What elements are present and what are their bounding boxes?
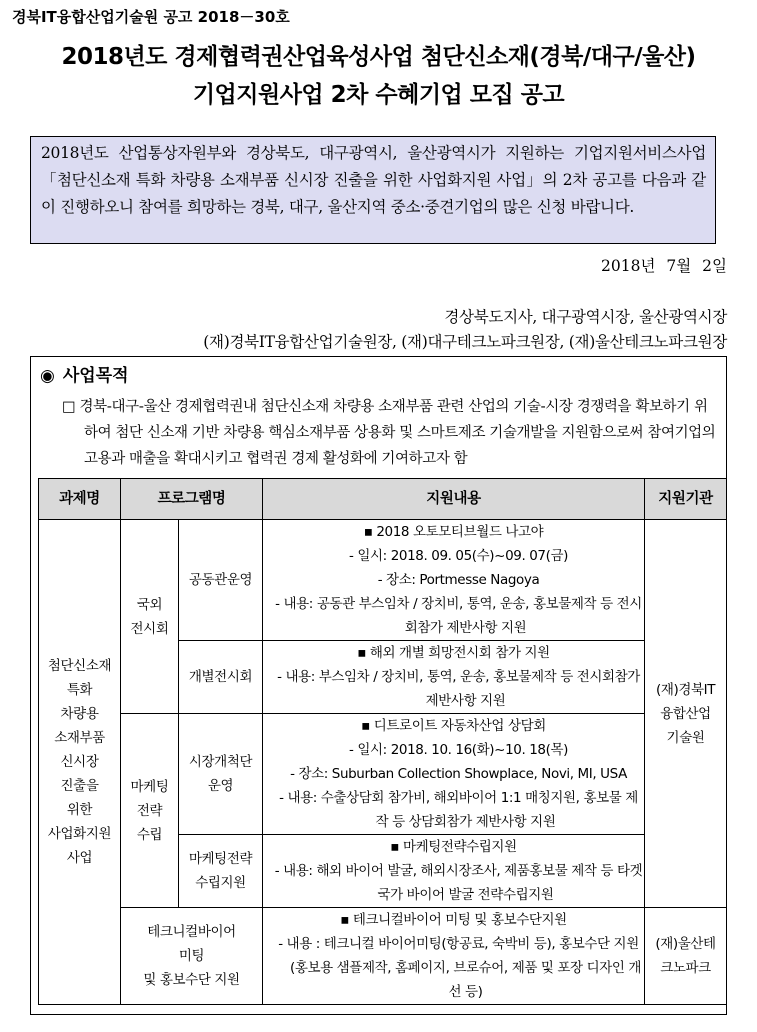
section-heading: [40, 361, 129, 386]
cell-line: 전략: [136, 802, 163, 819]
cell-line: 전시회: [130, 620, 169, 637]
cell-line: (재)울산테: [655, 936, 716, 952]
content-cell: [263, 714, 645, 835]
cell-line: 미팅: [178, 948, 205, 964]
cell-line: 사업화지원: [47, 826, 112, 842]
agency-gyeongbuk-cell: [645, 520, 727, 908]
content-cell: [263, 908, 645, 1005]
section-heading-text: 사업목적: [62, 366, 129, 386]
cell-line: 수립지원: [195, 875, 246, 891]
content-title: ▪ 해외 개별 희망전시회 참가 지원: [357, 645, 550, 661]
content-item: - 내용 : 테크니컬 바이어미팅(항공료, 숙박비 등), 홍보수단 지원(홍보용 샘플제작, 홈페이지, 브로슈어, 제품 및 포장 디자인 개선 등): [278, 936, 642, 1000]
cell-line: 테크니컬바이어: [147, 924, 236, 940]
header-task: 과제명: [39, 479, 121, 520]
table-row: [39, 520, 727, 641]
cell-line: 소재부품: [54, 730, 105, 746]
content-title: ▪ 마케팅전략수립지원: [390, 839, 517, 855]
cell-line: 차량용: [60, 706, 99, 722]
content-item: - 내용: 부스임차 / 장치비, 통역, 운송, 홍보물제작 등 전시회참가 제반사항 지원: [277, 669, 640, 709]
notice-number: 경북IT융합산업기술원 공고 2018－30호: [12, 8, 290, 26]
program-cell: [179, 835, 263, 908]
cell-line: 수립: [136, 826, 163, 843]
notice-date: 2018년 7월 2일: [601, 257, 727, 275]
table-row: [39, 714, 727, 835]
purpose-text: □ 경북-대구-울산 경제협력권내 첨단신소재 차량용 소재부품 관련 산업의 기술-시장 경쟁력을 확보하기 위하여 첨단 신소재 기반 차량용 핵심소재부품 상용화 및 스마트제조 기술개발을 지원함으로써 참여기업의 고용과 매출을 확대시키고 협력권 경제 활성화에 기여하고자 함: [62, 399, 716, 467]
cell-line: 크노파크: [660, 960, 711, 976]
cell-line: 국외: [136, 596, 163, 613]
content-item: - 내용: 수출상담회 참가비, 해외바이어 1:1 매칭지원, 홍보물 제작 등 상담회참가 제반사항 지원: [279, 790, 638, 830]
cell-line: 기술원: [666, 729, 705, 746]
group-marketing-cell: [121, 714, 179, 908]
cell-line: 사업: [66, 850, 93, 866]
content-item: - 일시: 2018. 09. 05(수)~09. 07(금): [349, 548, 568, 564]
signatories-line1: 경상북도지사, 대구광역시장, 울산광역시장: [444, 308, 727, 326]
content-item: - 장소: Suburban Collection Showplace, Novi, MI, USA: [290, 766, 627, 782]
page-title-line1: 2018년도 경제협력권산업육성사업 첨단신소재(경북/대구/울산): [61, 44, 696, 70]
cell-line: 및 홍보수단 지원: [143, 972, 240, 988]
group-overseas-cell: [121, 520, 179, 714]
cell-line: 공동관운영: [188, 572, 253, 588]
content-item: - 내용: 해외 바이어 발굴, 해외시장조사, 제품홍보물 제작 등 타겟국가 바이어 발굴 전략수립지원: [274, 863, 643, 903]
cell-line: (재)경북IT: [655, 681, 716, 698]
page-title-line2: 기업지원사업 2차 수혜기업 모집 공고: [192, 82, 565, 108]
cell-line: 마케팅: [130, 778, 169, 795]
program-table: [38, 478, 727, 1005]
cell-line: 운영: [207, 778, 234, 794]
content-title: ▪ 디트로이트 자동차산업 상담회: [361, 718, 546, 734]
cell-line: 신시장: [60, 754, 99, 770]
content-title: ▪ 테크니컬바이어 미팅 및 홍보수단지원: [340, 912, 567, 928]
program-cell: [179, 714, 263, 835]
header-program: 프로그램명: [121, 479, 263, 520]
cell-line: 개별전시회: [188, 669, 253, 685]
cell-line: 진출을: [60, 778, 99, 794]
task-name-cell: [39, 520, 121, 1005]
content-cell: [263, 520, 645, 641]
intro-box: 2018년도 산업통상자원부와 경상북도, 대구광역시, 울산광역시가 지원하는 기업지원서비스사업 「첨단신소재 특화 차량용 소재부품 신시장 진출을 위한 사업화지원 사업」의 2차 공고를 다음과 같이 진행하오니 참여를 희망하는 경북, 대구, 울산지역 중소·중견기업의 많은 신청 바랍니다.: [30, 136, 716, 244]
program-cell: [179, 641, 263, 714]
table-header-row: [39, 479, 727, 520]
cell-line: 융합산업: [660, 705, 711, 722]
program-cell: [179, 520, 263, 641]
cell-line: 시장개척단: [188, 754, 253, 770]
cell-line: 위한: [66, 802, 93, 818]
header-content: 지원내용: [263, 479, 645, 520]
cell-line: 첨단신소재: [47, 658, 112, 674]
header-agency: 지원기관: [645, 479, 727, 520]
program-cell: [121, 908, 263, 1005]
cell-line: 마케팅전략: [188, 851, 253, 867]
signatories-line2: (재)경북IT융합산업기술원장, (재)대구테크노파크원장, (재)울산테크노파크원장: [203, 333, 727, 351]
agency-ulsan-cell: [645, 908, 727, 1005]
target-bullet-icon: ◉: [40, 366, 55, 386]
content-item: - 일시: 2018. 10. 16(화)~10. 18(목): [349, 742, 568, 758]
content-cell: [263, 835, 645, 908]
content-item: - 내용: 공동관 부스임차 / 장치비, 통역, 운송, 홍보물제작 등 전시회참가 제반사항 지원: [275, 596, 642, 636]
table-row: [39, 908, 727, 1005]
content-item: - 장소: Portmesse Nagoya: [377, 572, 540, 588]
content-title: ▪ 2018 오토모티브월드 나고야: [363, 524, 544, 540]
cell-line: 특화: [66, 682, 93, 698]
content-cell: [263, 641, 645, 714]
